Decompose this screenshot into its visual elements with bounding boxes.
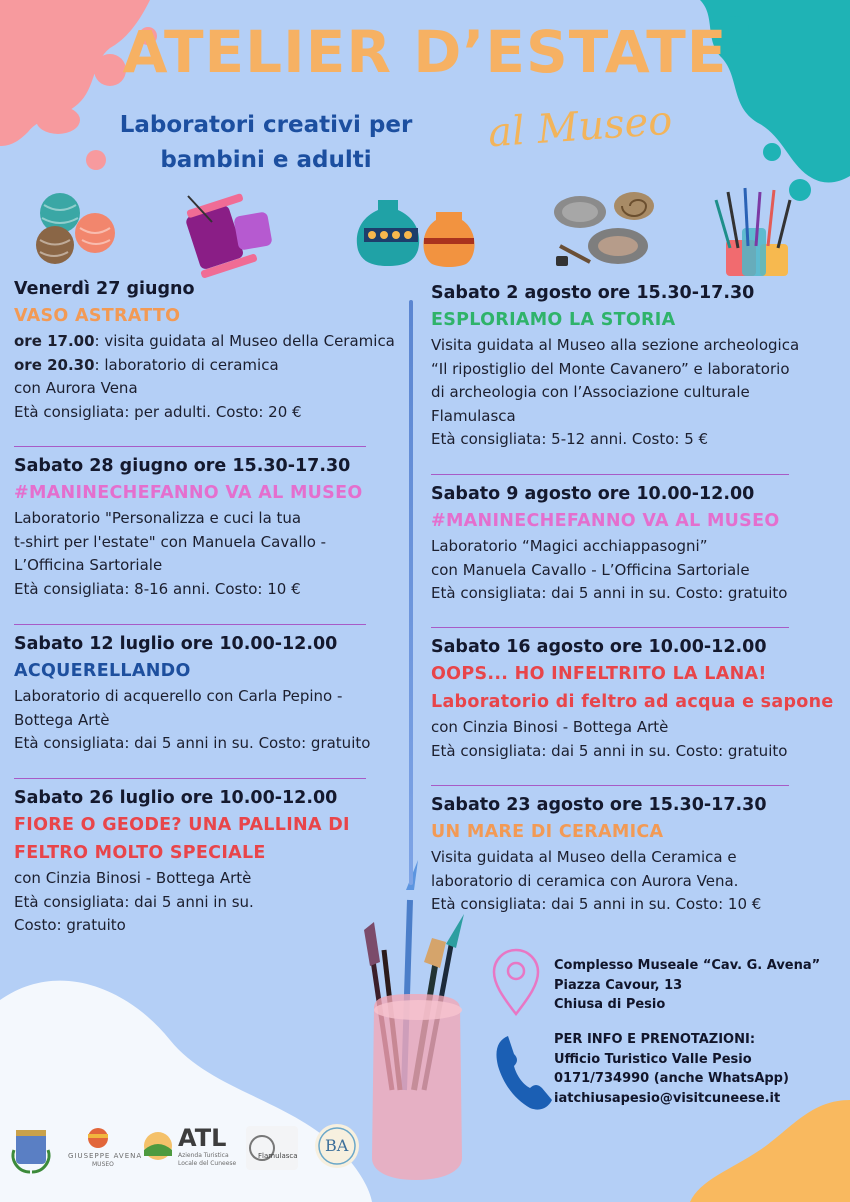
contacts-office: Ufficio Turistico Valle Pesio (554, 1051, 752, 1067)
line-text: : visita guidata al Museo della Ceramica (94, 332, 395, 350)
event-line: Età consigliata: dai 5 anni in su. Costo: gratuito (431, 741, 788, 760)
separator-line (14, 624, 366, 625)
flamulasca-logo (246, 1126, 298, 1170)
event-title: #MANINECHEFANNO VA AL MUSEO (431, 511, 780, 531)
event-line: Età consigliata: dai 5 anni in su. (14, 892, 254, 911)
separator-line (14, 446, 366, 447)
separator-line (14, 778, 366, 779)
event-line: Laboratorio “Magici acchiappasogni” (431, 537, 708, 555)
event-line: con Cinzia Binosi - Bottega Artè (14, 869, 252, 887)
event-title: ESPLORIAMO LA STORIA (431, 310, 676, 330)
event-description (431, 535, 831, 606)
yellow-paint-blob (690, 1100, 850, 1202)
event-line: Visita guidata al Museo alla sezione archeologica (431, 336, 800, 354)
brushes-jar-illustration (716, 188, 790, 276)
event-title: FIORE O GEODE? UNA PALLINA DI (14, 815, 350, 835)
location-address: Piazza Cavour, 13 (554, 977, 683, 993)
subtitle-line-1: Laboratori creativi per (119, 112, 413, 138)
event-line: con Cinzia Binosi - Bottega Artè (431, 718, 669, 736)
museum-logo (88, 1128, 108, 1148)
event-title: ACQUERELLANDO (14, 661, 191, 681)
event-date: Venerdì 27 giugno (14, 279, 195, 299)
contacts-phone[interactable]: 0171/734990 (anche WhatsApp) (554, 1071, 789, 1086)
phone-icon (496, 1036, 552, 1110)
vases-illustration (357, 200, 475, 267)
event-title: OOPS... HO INFELTRITO LA LANA! (431, 664, 767, 684)
event-line: Età consigliata: dai 5 anni in su. Costo: 10 € (431, 895, 762, 913)
event-un-mare-di-ceramica (431, 792, 831, 917)
event-description (431, 334, 831, 452)
event-esploriamo-la-storia (431, 280, 831, 452)
event-maninechefanno-2 (431, 481, 831, 606)
event-title: UN MARE DI CERAMICA (431, 822, 664, 842)
event-date: Sabato 9 agosto ore 10.00-12.00 (431, 484, 755, 504)
event-fiore-o-geode (14, 785, 414, 938)
event-acquerellando (14, 631, 414, 756)
event-line (14, 330, 414, 354)
event-title: #MANINECHEFANNO VA AL MUSEO (14, 483, 363, 503)
event-line: L’Officina Sartoriale (14, 556, 163, 574)
line-text: : laboratorio di ceramica (94, 355, 279, 374)
map-pin-icon (494, 950, 538, 1014)
atl-logo (144, 1132, 172, 1160)
time-label: ore 20.30 (14, 355, 95, 374)
subtitle-line-2: bambini e adulti (160, 147, 372, 173)
event-line: Bottega Artè (14, 710, 110, 729)
event-line: Età consigliata: 8-16 anni. Costo: 10 € (14, 579, 301, 598)
event-line: “Il ripostiglio del Monte Cavanero” e laboratorio (431, 359, 790, 378)
poster-subtitle (96, 108, 436, 178)
event-line: Flamulasca (431, 406, 516, 425)
event-description (431, 716, 841, 763)
event-date: Sabato 16 agosto ore 10.00-12.00 (431, 637, 767, 657)
contacts-block (554, 1030, 789, 1108)
event-line: di archeologia con l’Associazione culturale (431, 383, 750, 401)
column-divider (409, 300, 413, 885)
event-description (14, 507, 414, 601)
event-date: Sabato 26 luglio ore 10.00-12.00 (14, 788, 338, 808)
event-date: Sabato 12 luglio ore 10.00-12.00 (14, 634, 338, 654)
event-line: Età consigliata: per adulti. Costo: 20 € (14, 402, 302, 421)
atl-logo-line-2: Locale del Cuneese (178, 1160, 237, 1167)
contacts-email[interactable]: iatchiusapesio@visitcuneese.it (554, 1090, 781, 1106)
separator-line (431, 627, 789, 628)
fossils-illustration (554, 192, 654, 266)
separator-line (431, 785, 789, 786)
thread-spools-illustration (185, 193, 273, 279)
event-line: Laboratorio "Personalizza e cuci la tua (14, 509, 302, 527)
location-town: Chiusa di Pesio (554, 997, 666, 1012)
event-title: VASO ASTRATTO (14, 306, 181, 326)
white-paint-blob (0, 981, 372, 1202)
atl-logo-line-1: Azienda Turistica (178, 1152, 229, 1159)
separator-line (431, 474, 789, 475)
event-subtitle: Laboratorio di feltro ad acqua e sapone (431, 692, 834, 712)
event-line: con Manuela Cavallo - L’Officina Sartoriale (431, 560, 750, 579)
contacts-heading: PER INFO E PRENOTAZIONI: (554, 1032, 756, 1047)
event-line: con Aurora Vena (14, 379, 138, 397)
event-description (14, 330, 414, 424)
event-line (14, 354, 414, 378)
event-line: Età consigliata: dai 5 anni in su. Costo: gratuito (431, 584, 788, 602)
event-maninechefanno-1 (14, 453, 414, 601)
ba-logo-monogram: BA (325, 1136, 349, 1155)
time-label: ore 17.00 (14, 332, 95, 350)
atl-logo-name: ATL (178, 1124, 227, 1152)
event-date: Sabato 2 agosto ore 15.30-17.30 (431, 283, 755, 303)
event-description (431, 846, 831, 917)
event-line: laboratorio di ceramica con Aurora Vena. (431, 871, 739, 890)
poster-title: ATELIER D’ESTATE (122, 18, 728, 86)
event-date: Sabato 28 giugno ore 15.30-17.30 (14, 456, 351, 476)
al-museo-script: al Museo (486, 97, 674, 157)
location-name: Complesso Museale “Cav. G. Avena” (554, 958, 821, 973)
event-line: Visita guidata al Museo della Ceramica e (431, 848, 737, 866)
event-oops-ho-infeltrito (431, 634, 841, 763)
event-line: Costo: gratuito (14, 916, 126, 934)
museum-logo-name: GIUSEPPE AVENA (68, 1152, 143, 1160)
event-line: Età consigliata: 5-12 anni. Costo: 5 € (431, 430, 709, 448)
museum-logo-sub: MUSEO (92, 1161, 114, 1168)
event-description (14, 685, 414, 756)
event-line: Età consigliata: dai 5 anni in su. Costo: gratuito (14, 734, 371, 752)
yarn-balls-illustration (36, 193, 115, 264)
event-vaso-astratto (14, 276, 414, 424)
event-line: Laboratorio di acquerello con Carla Pepino - (14, 687, 343, 705)
event-line: t-shirt per l'estate" con Manuela Cavallo - (14, 532, 327, 551)
flamulasca-logo-name: Flamulasca (258, 1152, 298, 1160)
event-date: Sabato 23 agosto ore 15.30-17.30 (431, 795, 767, 815)
event-description (14, 867, 414, 938)
location-block (554, 956, 820, 1015)
event-title-line-2: FELTRO MOLTO SPECIALE (14, 843, 266, 863)
